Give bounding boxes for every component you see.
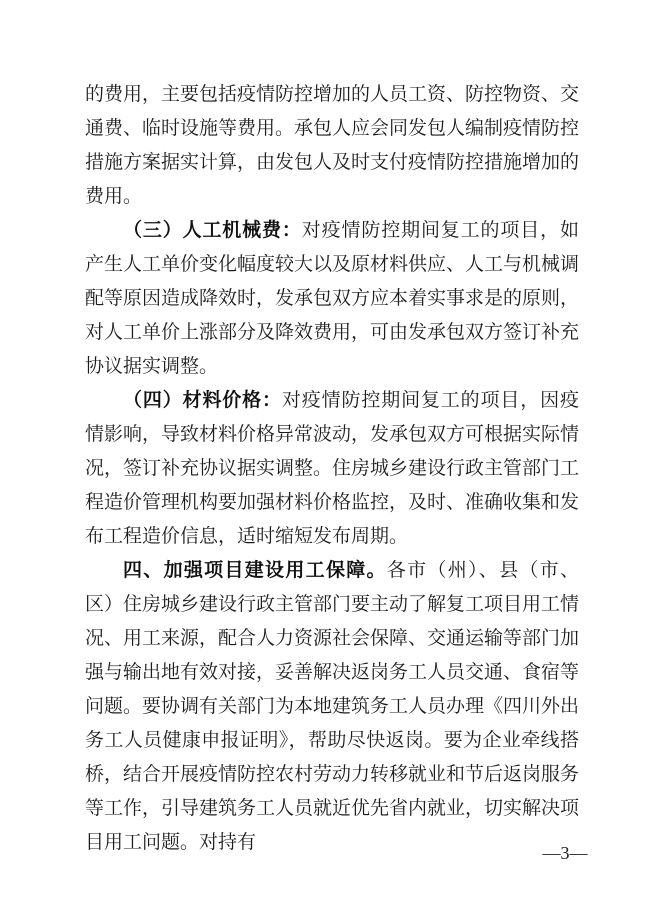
paragraph-section-3-labor-machinery-fee <box>85 214 579 384</box>
paragraph-section-4-material-price <box>85 384 579 554</box>
paragraph-lead: （三）人工机械费： <box>123 220 302 241</box>
paragraph-lead: （四）材料价格： <box>123 390 282 411</box>
page-number: —3— <box>542 843 588 863</box>
paragraph-text: 的费用，主要包括疫情防控增加的人员工资、防控物资、交通费、临时设施等费用。承包人应会同发包人编制疫情防控措施方案据实计算，由发包人及时支付疫情防控措施增加的费用。 <box>85 84 580 207</box>
paragraph-text: 对疫情防控期间复工的项目，因疫情影响，导致材料价格异常波动，发承包双方可根据实际情况，签订补充协议据实调整。住房城乡建设行政主管部门工程造价管理机构要加强材料价格监控，及时、准确收集和发布工程造价信息，适时缩短发布周期。 <box>85 390 580 547</box>
paragraph-lead: 四、加强项目建设用工保障。 <box>123 560 387 581</box>
document-body <box>85 78 579 860</box>
paragraph-section-four-labor-guarantee <box>85 554 579 860</box>
paragraph-text: 各市（州）、县（市、区）住房城乡建设行政主管部门要主动了解复工项目用工情况、用工来源，配合人力资源社会保障、交通运输等部门加强与输出地有效对接，妥善解决返岗务工人员交通、食宿等问题。要协调有关部门为本地建筑务工人员办理《四川外出务工人员健康申报证明》，帮助尽快返岗。要为企业牵线搭桥，结合开展疫情防控农村劳动力转移就业和节后返岗服务等工作，引导建筑务工人员就近优先省内就业，切实解决项目用工问题。对持有 <box>85 560 580 853</box>
paragraph-text: 对疫情防控期间复工的项目，如产生人工单价变化幅度较大以及原材料供应、人工与机械调配等原因造成降效时，发承包双方应本着实事求是的原则，对人工单价上涨部分及降效费用，可由发承包双方签订补充协议据实调整。 <box>85 220 580 377</box>
paragraph-continuation <box>85 78 579 214</box>
